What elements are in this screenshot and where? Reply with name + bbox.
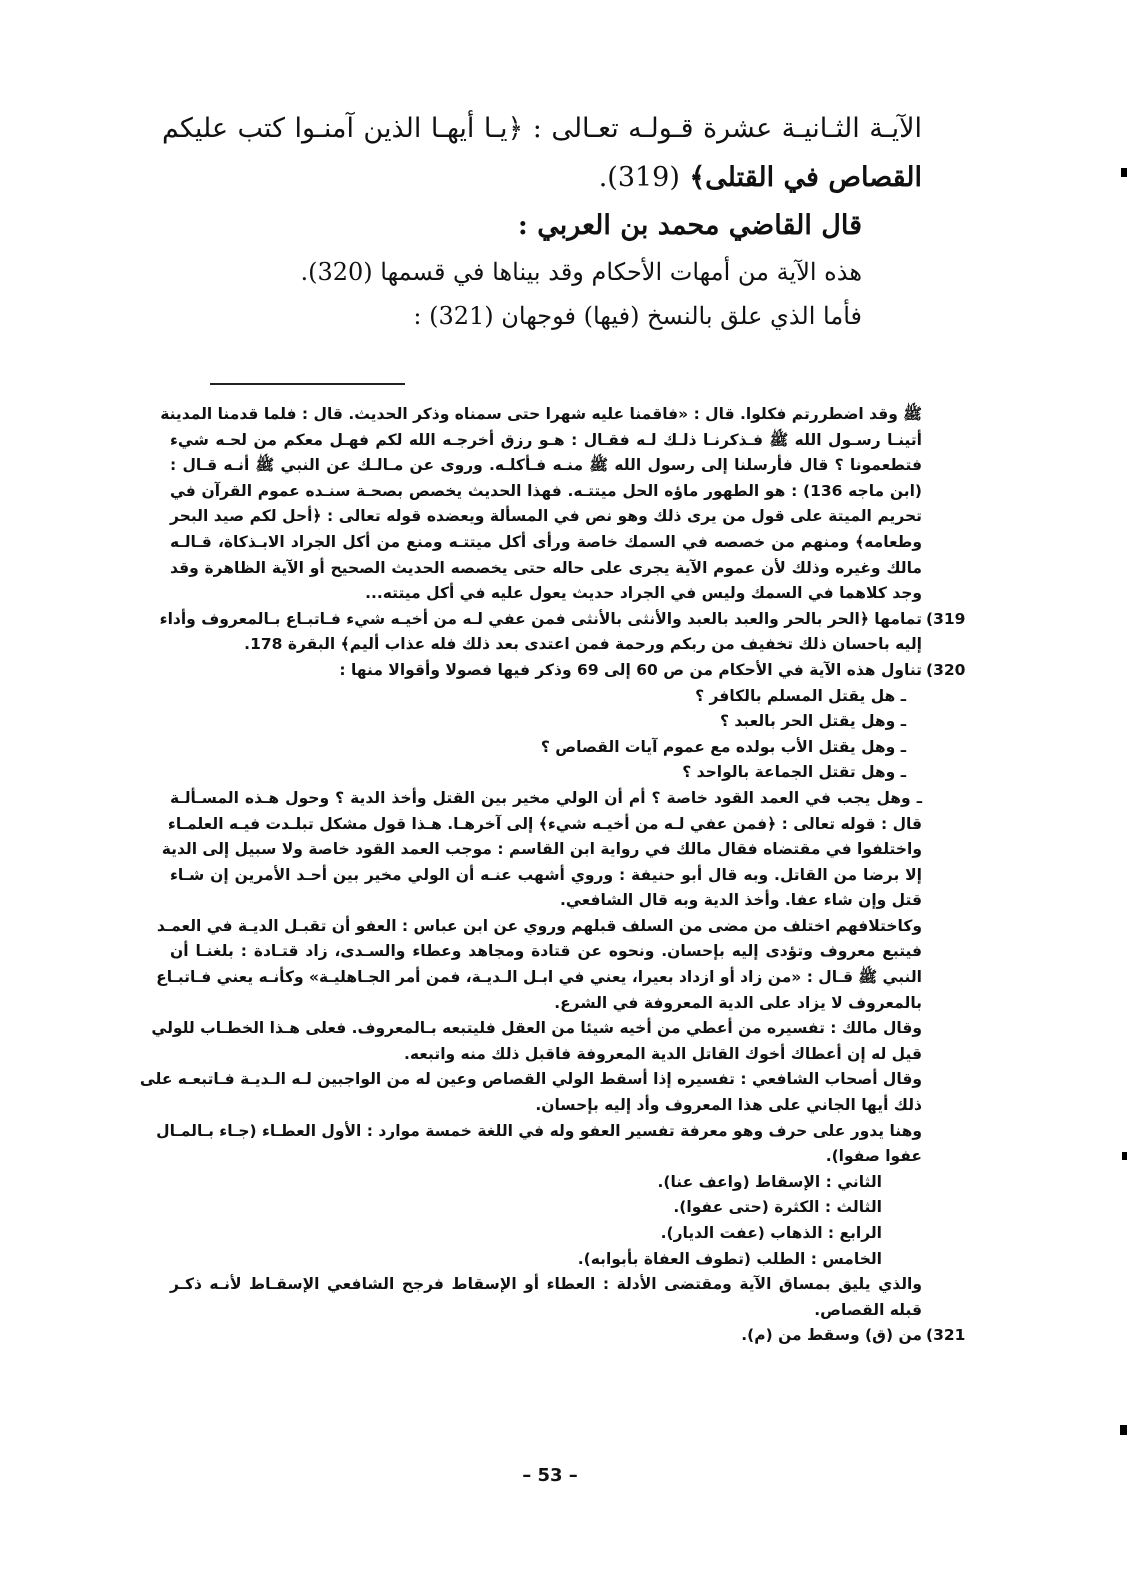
footnote-number: (319	[926, 609, 966, 628]
note-line: عفوا صفوا).	[825, 1147, 922, 1166]
note-line: واختلفوا في مقتضاه فقال مالك في رواية ابن القاسم : موجب العمد القود خاصة ولا سبيل إلى الدية	[161, 840, 922, 859]
note-line	[159, 607, 966, 633]
list-item: الخامس : الطلب (تطوف العفاة بأبوابه).	[577, 1249, 882, 1268]
note-line: فتطعمونا ؟ قال فأرسلنا إلى رسول الله ﷺ منـه فـأكلـه. وروى عن مـالـك عن النبي ﷺ أنـه قـال :	[170, 456, 922, 475]
list-item: الرابع : الذهاب (عفت الديار).	[660, 1224, 882, 1242]
footnote-319	[159, 607, 966, 658]
note-text: تناول هذه الآية في الأحكام من ص 60 إلى 69 وذكر فيها فصولا وأقوالا منها :	[339, 660, 922, 679]
page-number: – 53 –	[522, 1465, 578, 1486]
footnote-321	[170, 1323, 966, 1349]
note-line: وقال مالك : تفسيره من أعطي من أخيه شيئا من العقل فليتبعه بـالمعروف. فعلى هـذا الخطـاب للولي	[151, 1019, 922, 1038]
paragraph-1: هذه الآية من أمهات الأحكام وقد بيناها في قسمها (320).	[300, 258, 862, 286]
note-line: قيل له إن أعطاك أخوك القاتل الدية المعروفة فاقبل ذلك منه واتبعه.	[404, 1044, 922, 1063]
note-line: إلا برضا من القاتل. وبه قال أبو حنيفة : وروي أشهب عنـه أن الولي مخير بين أحـد الأمرين إن شـاء	[170, 865, 922, 884]
note-line: بالمعروف لا يزاد على الدية المعروفة في الشرع.	[554, 993, 922, 1012]
note-line: وكاختلافهم اختلف من مضى من السلف قبلهم وروي عن ابن عباس : العفو أن تقبـل الديـة في العمـد	[156, 916, 922, 935]
footnote-ref-319: (319).	[598, 162, 680, 193]
note-line: وقال أصحاب الشافعي : تفسيره إذا أسقط الولي القصاص وعين له من الواجبين لـه الـديـة فـاتبعـه على	[139, 1070, 922, 1089]
note-line: قبله القصاص.	[814, 1300, 922, 1319]
note-line: قال : قوله تعالى : ﴿فمن عفي لـه من أخيـه شيء﴾ إلى آخرهـا. هـذا قول مشكل تبلـدت فيـه العلمـاء	[167, 814, 922, 833]
footnote-number: (321	[926, 1326, 966, 1345]
note-line: وجد كلاهما في السمك وليس في الجراد حديث يعول عليه في أكل ميتته...	[365, 584, 922, 603]
section-heading: قال القاضي محمد بن العربي :	[517, 210, 862, 241]
ayah-line-2	[162, 154, 922, 202]
note-line: قتل وإن شاء عفا. وأخذ الدية وبه قال الشافعي.	[560, 891, 922, 910]
note-line: وطعامه﴾ ومنهم من خصصه في السمك خاصة ورأى أكل ميتتـه ومنع من أكل الجراد الابـذكاة، قـالـه	[170, 532, 922, 551]
scan-edge-mark	[1120, 1425, 1127, 1435]
note-text: من (ق) وسقط من (م).	[741, 1326, 922, 1345]
scan-edge-mark	[1122, 1152, 1127, 1160]
main-text	[162, 104, 922, 338]
footnote-continuation	[160, 402, 922, 607]
note-line: وهنا يدور على حرف وهو معرفة تفسير العفو وله في اللغة خمسة موارد : الأول العطـاء (جـاء بـالمـال	[156, 1121, 922, 1140]
footnote-320	[139, 658, 966, 1323]
note-line: مالك وغيره وذلك لأن عموم الآية يجرى على حاله حتى يخصصه الحديث الصحيح أو الآية الظاهرة وقد	[170, 558, 922, 577]
list-item: ـ هل يقتل المسلم بالكافر ؟	[695, 686, 906, 705]
list-item: ـ وهل يقتل الحر بالعبد ؟	[719, 712, 906, 731]
note-line: فيتبع معروف وتؤدى إليه بإحسان. ونحوه عن قتادة ومجاهد وعطاء والسـدى، زاد قتـادة : بلغنـا أن	[170, 942, 922, 961]
list-item: ـ وهل يقتل الأب بولده مع عموم آيات القصاص ؟	[540, 737, 906, 756]
note-line: ـ وهل يجب في العمد القود خاصة ؟ أم أن الولي مخير بين القتل وأخذ الدية ؟ وحول هـذه المسـألـة	[170, 788, 922, 807]
note-line: والذي يليق بمساق الآية ومقتضى الأدلة : العطاء أو الإسقاط فرجح الشافعي الإسقـاط لأنـه ذكـر	[170, 1275, 922, 1294]
note-line: ذلك أيها الجاني على هذا المعروف وأد إليه بإحسان.	[535, 1096, 922, 1115]
paragraph-2: فأما الذي علق بالنسخ (فيها) فوجهان (321) :	[413, 302, 862, 330]
note-text: تمامها ﴿الحر بالحر والعبد بالعبد والأنثى بالأنثى فمن عفي لـه من أخيـه شيء فـاتبـاع بـالمعروف وأداء	[159, 609, 922, 628]
note-line: إليه باحسان ذلك تخفيف من ربكم ورحمة فمن اعتدى بعد ذلك فله عذاب أليم﴾ البقرة 178.	[244, 635, 922, 654]
list-item: ـ وهل تقتل الجماعة بالواحد ؟	[682, 763, 906, 782]
ayah-quote-end: القصاص في القتلى﴾	[689, 162, 922, 193]
footnotes	[139, 402, 966, 1349]
note-line: أتينـا رسـول الله ﷺ فـذكرنـا ذلـك لـه فقـال : هـو رزق أخرجـه الله لكم فهـل معكم من لحـه شيء	[170, 430, 922, 449]
scan-edge-mark	[1121, 168, 1127, 177]
note-line: (ابن ماجه 136) : هو الطهور ماؤه الحل ميتتـه. فهذا الحديث يخصص بصحـة سنـده عموم القرآن في	[170, 481, 922, 500]
footnote-divider	[210, 383, 405, 385]
list-item: الثاني : الإسقاط (واعف عنا).	[657, 1172, 882, 1191]
note-line: تحريم الميتة على قول من يرى ذلك وهو نص في المسألة ويعضده قوله تعالى : ﴿أحل لكم صيد البحر	[170, 507, 922, 526]
note-line: النبي ﷺ قـال : «من زاد أو ازداد بعيرا، يعني في ابـل الـديـة، فمن أمر الجـاهليـة» وكأنـه يعني فـاتبـاع	[156, 968, 922, 987]
list-item: الثالث : الكثرة (حتى عفوا).	[673, 1198, 882, 1217]
note-line	[170, 658, 966, 684]
footnote-number: (320	[926, 660, 966, 679]
ayah-line-1: الآيـة الثـانيـة عشرة قـولـه تعـالى : ﴿يـا أيهـا الذين آمنـوا كتب عليكم	[162, 113, 922, 144]
note-line	[170, 1323, 966, 1349]
note-line: ﷺ وقد اضطررتم فكلوا. قال : «فاقمنا عليه شهرا حتى سمناه وذكر الحديث. قال : فلما قدمنا المدينة	[160, 405, 922, 423]
